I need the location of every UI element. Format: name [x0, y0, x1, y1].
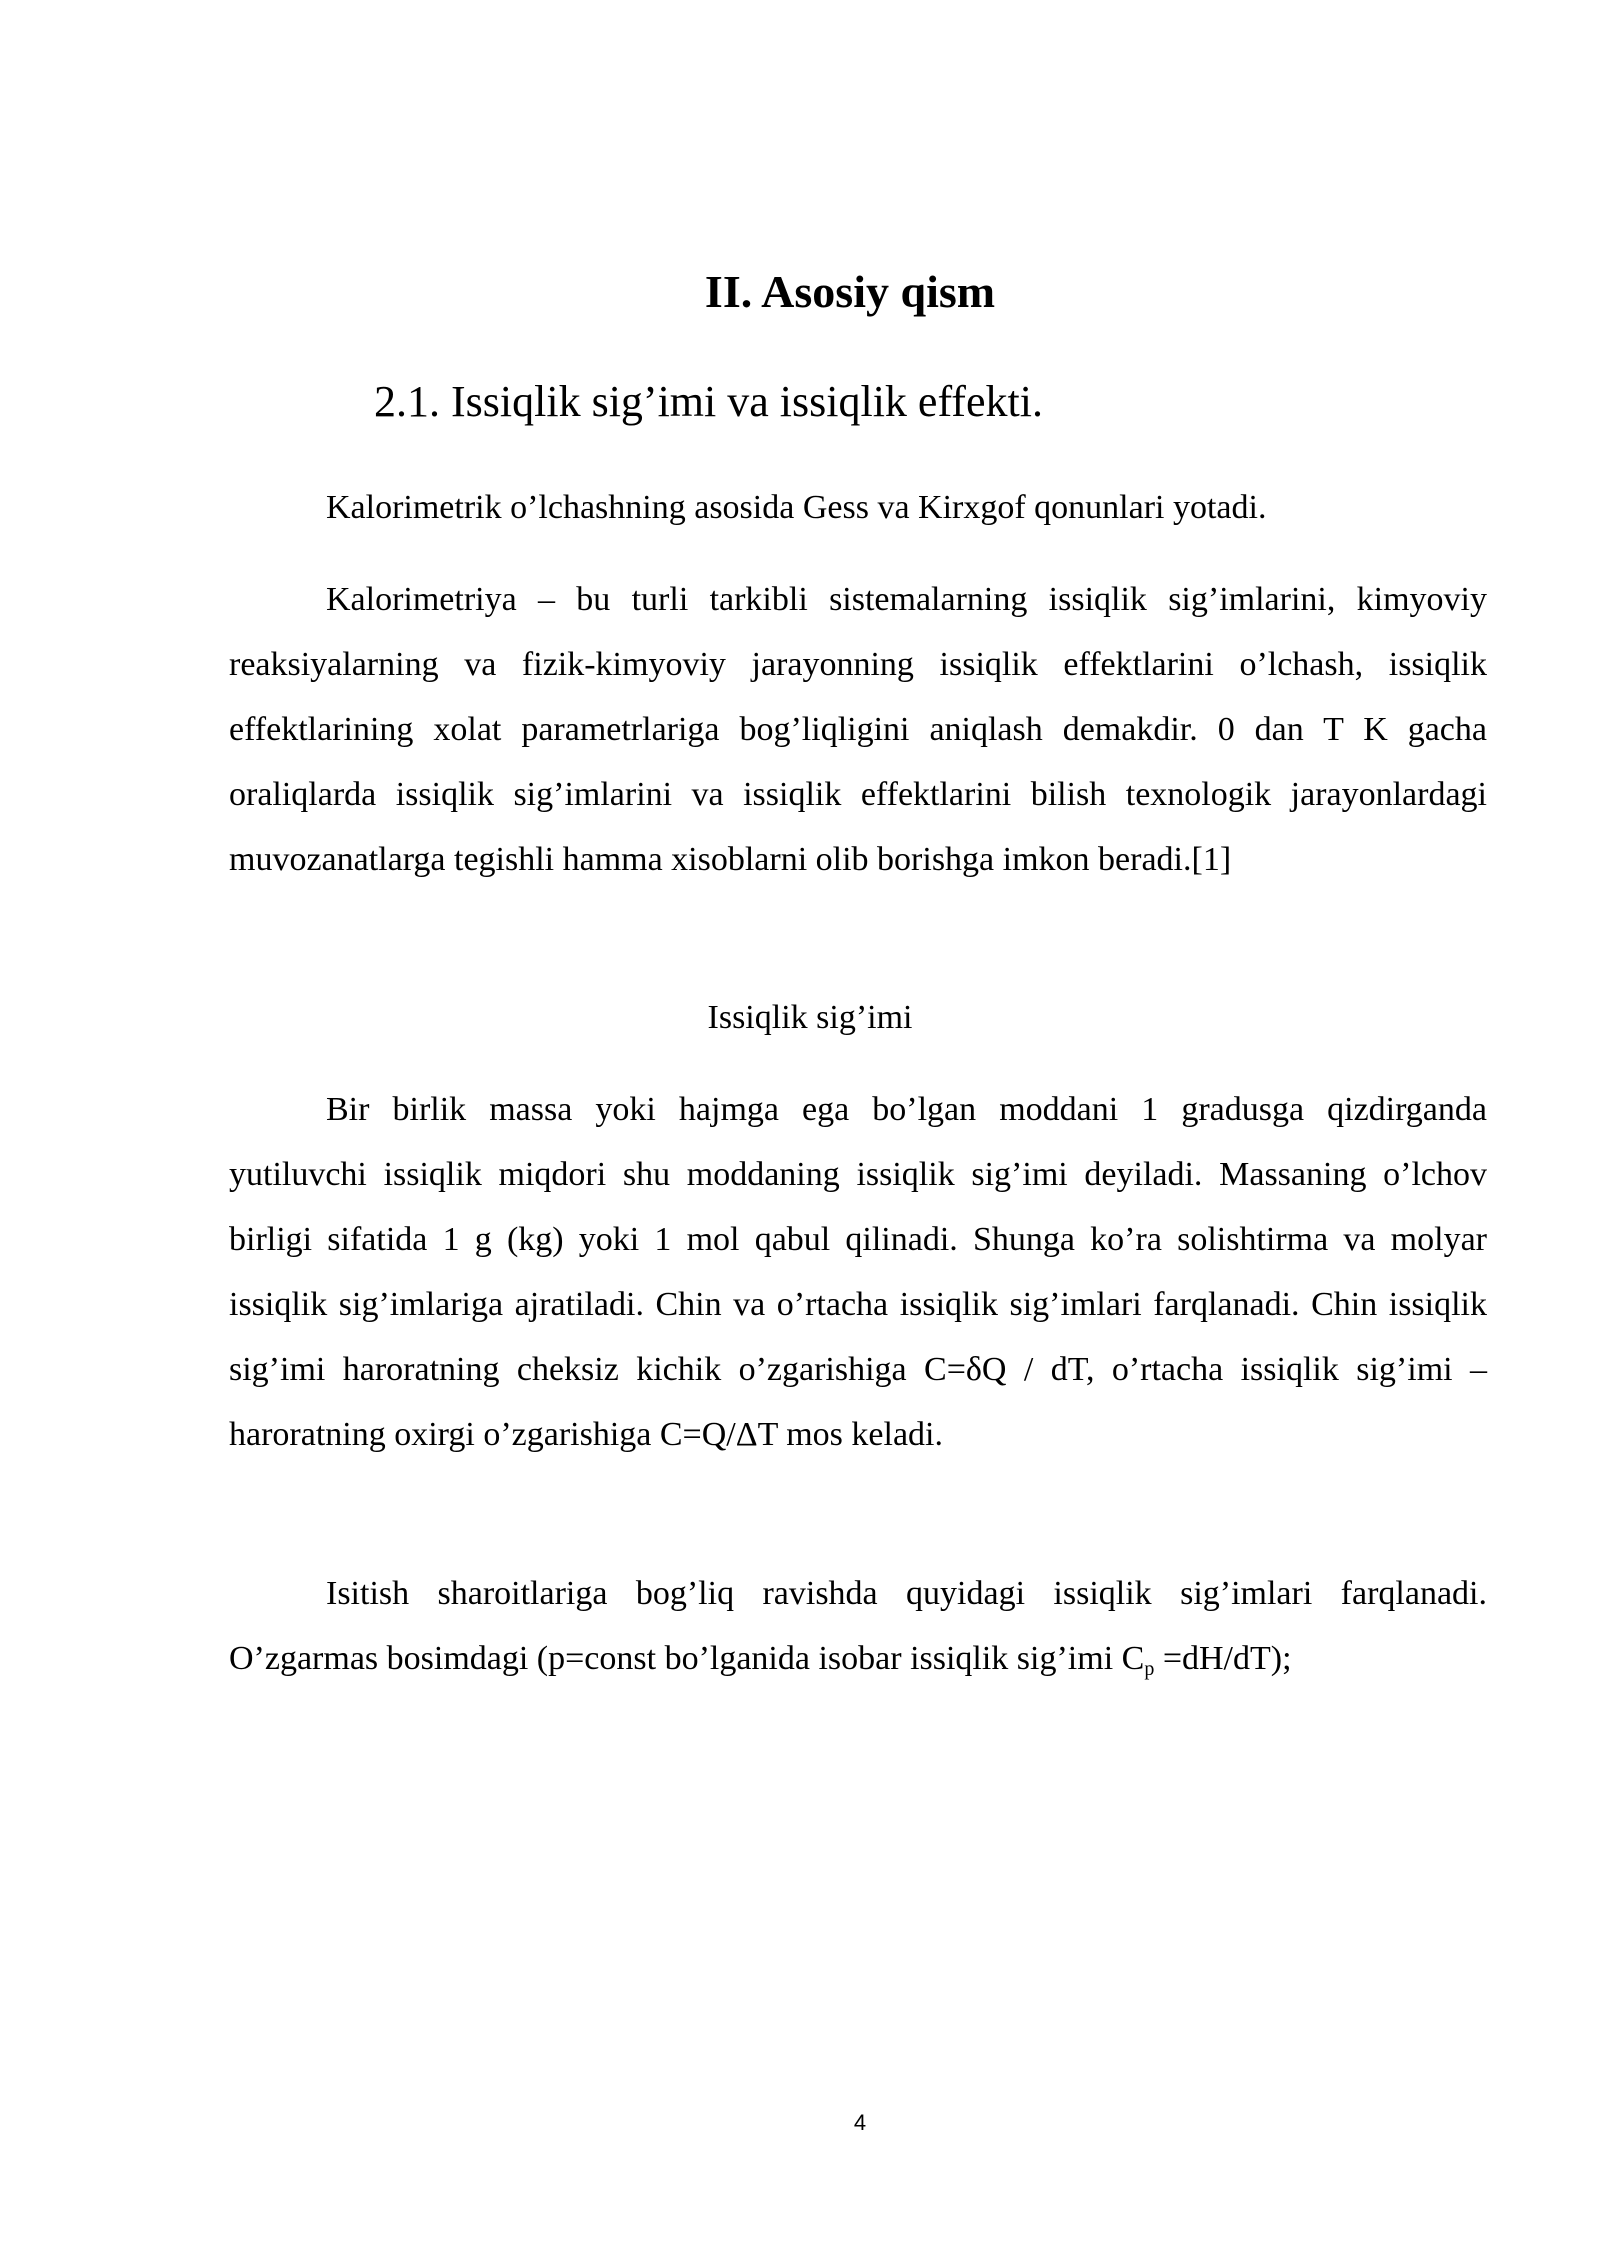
chapter-title: II. Asosiy qism — [704, 266, 996, 317]
section-title: 2.1. Issiqlik sig’imi va issiqlik effekti. — [374, 377, 1043, 426]
paragraph-heating-conditions — [229, 1561, 1487, 1702]
paragraph-calorimetry: Kalorimetriya – bu turli tarkibli sistemalarning issiqlik sig’imlarini, kimyoviy reaksiyalarning va fizik-kimyoviy jarayonning issiqlik effektlarini o’lchash, issiqlik effektlarining xolat parametrlariga bog’liqligini aniqlash demakdir. 0 dan T K gacha oraliqlarda issiqlik sig’imlarini va issiqlik effektlarini bilish texnologik jarayonlardagi muvozanatlarga tegishli hamma xisoblarni olib borishga imkon beradi.[1] — [229, 581, 1487, 878]
paragraph-heat-capacity-definition: Bir birlik massa yoki hajmga ega bo’lgan moddani 1 gradusga qizdirganda yutiluvchi issiqlik miqdori shu moddaning issiqlik sig’imi deyiladi. Massaning o’lchov birligi sifatida 1 g (kg) yoki 1 mol qabul qilinadi. Shunga ko’ra solishtirma va molyar issiqlik sig’imlariga ajratiladi. Chin va o’rtacha issiqlik sig’imlari farqlanadi. Chin issiqlik sig’imi haroratning cheksiz kichik o’zgarishiga C=δQ / dT, o’rtacha issiqlik sig’imi –haroratning oxirgi o’zgarishiga C=Q/ΔT mos keladi. — [229, 1091, 1487, 1453]
page-number: 4 — [853, 2110, 867, 2135]
subheading-heat-capacity: Issiqlik sig’imi — [707, 999, 913, 1036]
paragraph-heating-conditions-text: Isitish sharoitlariga bog’liq ravishda quyidagi issiqlik sig’imlari farqlanadi. O’zgarmas bosimdagi (p=const bo’lganida isobar issiqlik sig’imi C — [229, 1575, 1487, 1677]
subscript-p: p — [1144, 1658, 1155, 1680]
paragraph-heating-conditions-tail: =dH/dT); — [1154, 1640, 1292, 1677]
paragraph-intro: Kalorimetrik o’lchashning asosida Gess va Kirxgof qonunlari yotadi. — [326, 489, 1267, 526]
